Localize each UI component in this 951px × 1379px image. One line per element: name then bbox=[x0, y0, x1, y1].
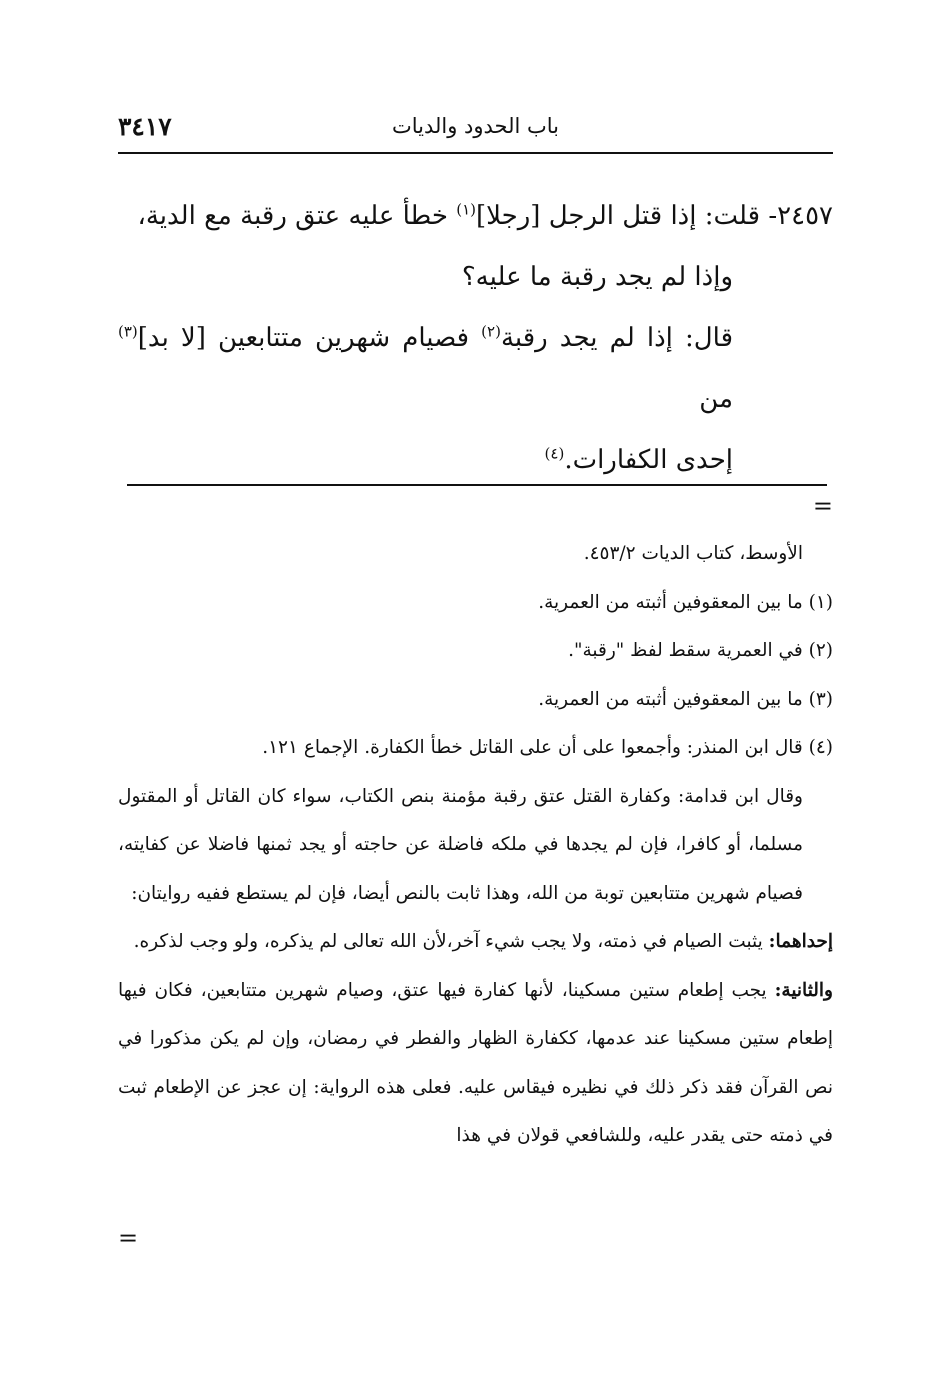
main-text bbox=[118, 186, 833, 491]
footnote-4-ibn-qudama: وقال ابن قدامة: وكفارة القتل عتق رقبة مؤمنة بنص الكتاب، سواء كان القاتل أو المقتول مسلما، أو كافرا، فإن لم يجدها في ملكه فاضلة عن حاجته أو يجد ثمنها فاضلا عن كفايته، فصيام شهرين متتابعين توبة من الله، وهذا ثابت بالنص أيضا، فإن لم يستطع ففيه روايتان: bbox=[118, 785, 803, 904]
continuation-mark-top: = bbox=[812, 492, 833, 520]
footnote-1: (١) ما بين المعقوفين أثبته من العمرية. bbox=[538, 591, 833, 613]
entry-number: ٢٤٥٧- قلت: bbox=[704, 201, 833, 231]
footnote-ref-2[interactable]: (٢) bbox=[481, 322, 501, 341]
footnote-2: (٢) في العمرية سقط لفظ "رقبة". bbox=[568, 640, 833, 661]
answer-text-2: فصيام شهرين متتابعين [لا بد] bbox=[137, 323, 482, 353]
footnotes bbox=[118, 530, 833, 1161]
footnote-4: (٤) قال ابن المنذر: وأجمعوا على أن على القاتل خطأ الكفارة. الإجماع ١٢١. bbox=[262, 737, 833, 758]
first-narration-text: يثبت الصيام في ذمته، ولا يجب شيء آخر،لأن الله تعالى لم يذكره، ولو وجب لذكره. bbox=[133, 931, 769, 952]
running-title: باب الحدود والديات bbox=[391, 114, 560, 138]
question-text-1: إذا قتل الرجل [رجلا] bbox=[476, 201, 705, 231]
answer-line-1 bbox=[118, 308, 833, 430]
first-narration-label: إحداهما: bbox=[768, 931, 833, 952]
footnote-4-second-narration bbox=[118, 967, 833, 1161]
page-header bbox=[118, 112, 833, 154]
answer-text-3: من bbox=[699, 384, 733, 414]
footnote-ref-1[interactable]: (١) bbox=[456, 200, 477, 219]
answer-line-2 bbox=[118, 430, 833, 491]
second-narration-label: والثانية: bbox=[774, 979, 833, 1001]
footnote-ref-3[interactable]: (٣) bbox=[118, 322, 138, 341]
answer-text-1: قال: إذا لم يجد رقبة bbox=[500, 323, 733, 353]
answer-text-4: إحدى الكفارات. bbox=[564, 445, 733, 475]
question-line-2 bbox=[118, 247, 833, 308]
question-text-3: وإذا لم يجد رقبة ما عليه؟ bbox=[461, 262, 733, 292]
footnote-carry-over: الأوسط، كتاب الديات ٤٥٣/٢. bbox=[583, 543, 803, 564]
continuation-mark-bottom: = bbox=[118, 1224, 139, 1252]
footnote-separator bbox=[127, 484, 827, 486]
page-number: ٣٤١٧ bbox=[118, 112, 172, 141]
footnote-4-first-narration bbox=[118, 918, 833, 967]
footnote-ref-4[interactable]: (٤) bbox=[544, 444, 565, 463]
second-narration-text: يجب إطعام ستين مسكينا، لأنها كفارة فيها عتق، وصيام شهرين متتابعين، فكان فيها إطعام ستين مسكينا عند عدمها، ككفارة الظهار والفطر في رمضان، وإن لم يكن مذكورا في نص القرآن فقد ذكر ذلك في نظيره فيقاس عليه. فعلى هذه الرواية: إن عجز عن الإطعام ثبت في ذمته حتى يقدر عليه، وللشافعي قولان في هذا bbox=[118, 979, 833, 1146]
question-text-2: خطأ عليه عتق رقبة مع الدية، bbox=[137, 201, 457, 231]
footnote-3: (٣) ما بين المعقوفين أثبته من العمرية. bbox=[538, 688, 833, 710]
question-line-1 bbox=[118, 186, 833, 247]
